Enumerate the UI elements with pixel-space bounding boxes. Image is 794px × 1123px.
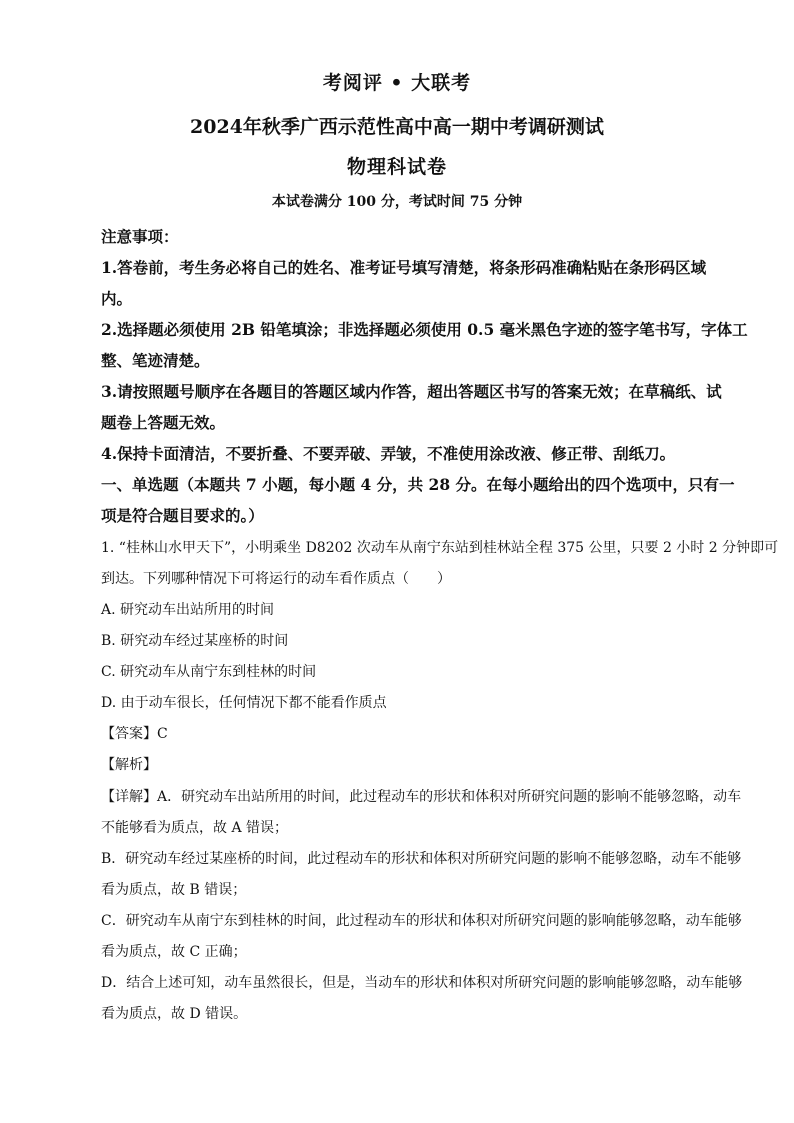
detail-line: C．研究动车从南宁东到桂林的时间，此过程动车的形状和体积对所研究问题的影响能够忽略，动车能够	[101, 913, 742, 929]
answer-line: 【答案】C	[101, 726, 168, 742]
brand-title: 考阅评 • 大联考	[322, 72, 472, 94]
question-stem: 到达。下列哪种情况下可将运行的动车看作质点（ ）	[101, 571, 451, 587]
detail-line: B．研究动车经过某座桥的时间，此过程动车的形状和体积对所研究问题的影响不能够忽略，动车不能够	[101, 851, 742, 867]
subject-title: 物理科试卷	[346, 156, 447, 178]
detail-line: 【详解】A．研究动车出站所用的时间，此过程动车的形状和体积对所研究问题的影响不能够忽略，动车	[101, 789, 742, 805]
option-d: D. 由于动车很长，任何情况下都不能看作质点	[101, 695, 387, 711]
notice-line: 整、笔迹清楚。	[101, 351, 210, 370]
detail-line: 看为质点，故 B 错误；	[101, 882, 247, 898]
notice-line: 内。	[101, 289, 133, 308]
detail-line: 看为质点，故 C 正确；	[101, 944, 247, 960]
notice-line: 3.请按照题号顺序在各题目的答题区域内作答，超出答题区书写的答案无效；在草稿纸、试	[101, 382, 722, 401]
notice-line: 1.答卷前，考生务必将自己的姓名、准考证号填写清楚，将条形码准确粘贴在条形码区域	[101, 258, 707, 277]
notice-line: 题卷上答题无效。	[101, 413, 226, 432]
notice-line: 2.选择题必须使用 2B 铅笔填涂；非选择题必须使用 0.5 毫米黑色字迹的签字笔书写，字体工	[101, 320, 748, 339]
detail-line: 看为质点，故 D 错误。	[101, 1006, 248, 1022]
score-time-note: 本试卷满分 100 分，考试时间 75 分钟	[271, 194, 523, 210]
option-c: C. 研究动车从南宁东到桂林的时间	[101, 664, 317, 680]
option-b: B. 研究动车经过某座桥的时间	[101, 633, 289, 649]
section-heading-cont: 项是符合题目要求的。）	[101, 506, 264, 525]
section-heading: 一、单选题（本题共 7 小题，每小题 4 分，共 28 分。在每小题给出的四个选项中，只有一	[101, 475, 735, 494]
exam-title: 2024年秋季广西示范性高中高一期中考调研测试	[190, 116, 604, 138]
notice-line: 4.保持卡面清洁，不要折叠、不要弄破、弄皱，不准使用涂改液、修正带、刮纸刀。	[101, 444, 676, 463]
detail-line: D．结合上述可知，动车虽然很长，但是，当动车的形状和体积对所研究问题的影响能够忽略，动车能够	[101, 975, 743, 991]
detail-line: 不能够看为质点，故 A 错误；	[101, 820, 289, 836]
notice-heading: 注意事项：	[101, 227, 179, 246]
option-a: A. 研究动车出站所用的时间	[101, 602, 275, 618]
analysis-label: 【解析】	[101, 757, 157, 773]
question-stem: 1. “桂林山水甲天下”，小明乘坐 D8202 次动车从南宁东站到桂林站全程 375 公里，只要 2 小时 2 分钟即可	[101, 540, 779, 556]
